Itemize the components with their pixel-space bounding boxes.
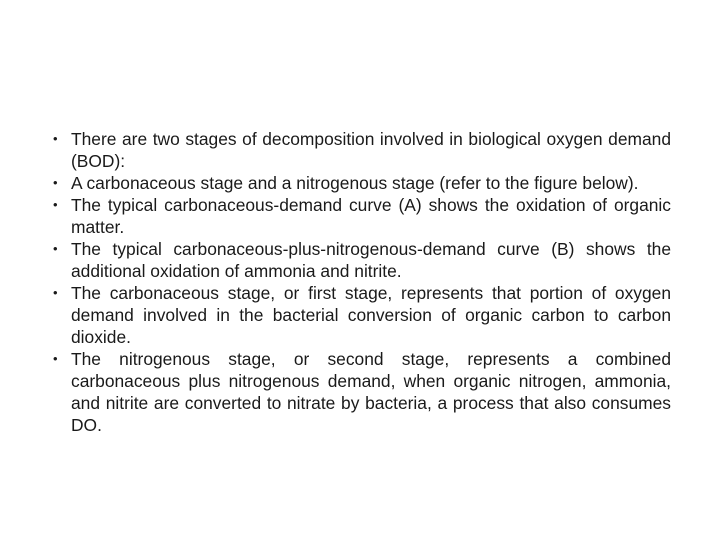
bullet-dot-icon: • (53, 285, 58, 300)
bullet-text: The typical carbonaceous-plus-nitrogenous-demand curve (B) shows the additional oxidation of ammonia and nitrite. (71, 239, 671, 281)
bullet-dot-icon: • (53, 351, 58, 366)
bullet-list (50, 128, 671, 436)
bullet-item-first-stage (50, 282, 671, 348)
bullet-text: The typical carbonaceous-demand curve (A) shows the oxidation of organic matter. (71, 195, 671, 237)
bullet-dot-icon: • (53, 241, 58, 256)
bullet-dot-icon: • (53, 131, 58, 146)
bullet-dot-icon: • (53, 197, 58, 212)
bullet-item-curve-a (50, 194, 671, 238)
bullet-text: A carbonaceous stage and a nitrogenous stage (refer to the figure below). (71, 173, 639, 193)
bullet-text: There are two stages of decomposition involved in biological oxygen demand (BOD): (71, 129, 671, 171)
bullet-text: The nitrogenous stage, or second stage, represents a combined carbonaceous plus nitrogenous demand, when organic nitrogen, ammonia, and nitrite are converted to nitrate by bacteria, a process that also consumes DO. (71, 349, 671, 435)
bullet-text: The carbonaceous stage, or first stage, represents that portion of oxygen demand involved in the bacterial conversion of organic carbon to carbon dioxide. (71, 283, 671, 347)
bullet-item-curve-b (50, 238, 671, 282)
bullet-dot-icon: • (53, 175, 58, 190)
bullet-item-bod-stages (50, 128, 671, 172)
bullet-item-two-stages (50, 172, 671, 194)
bullet-item-second-stage (50, 348, 671, 436)
